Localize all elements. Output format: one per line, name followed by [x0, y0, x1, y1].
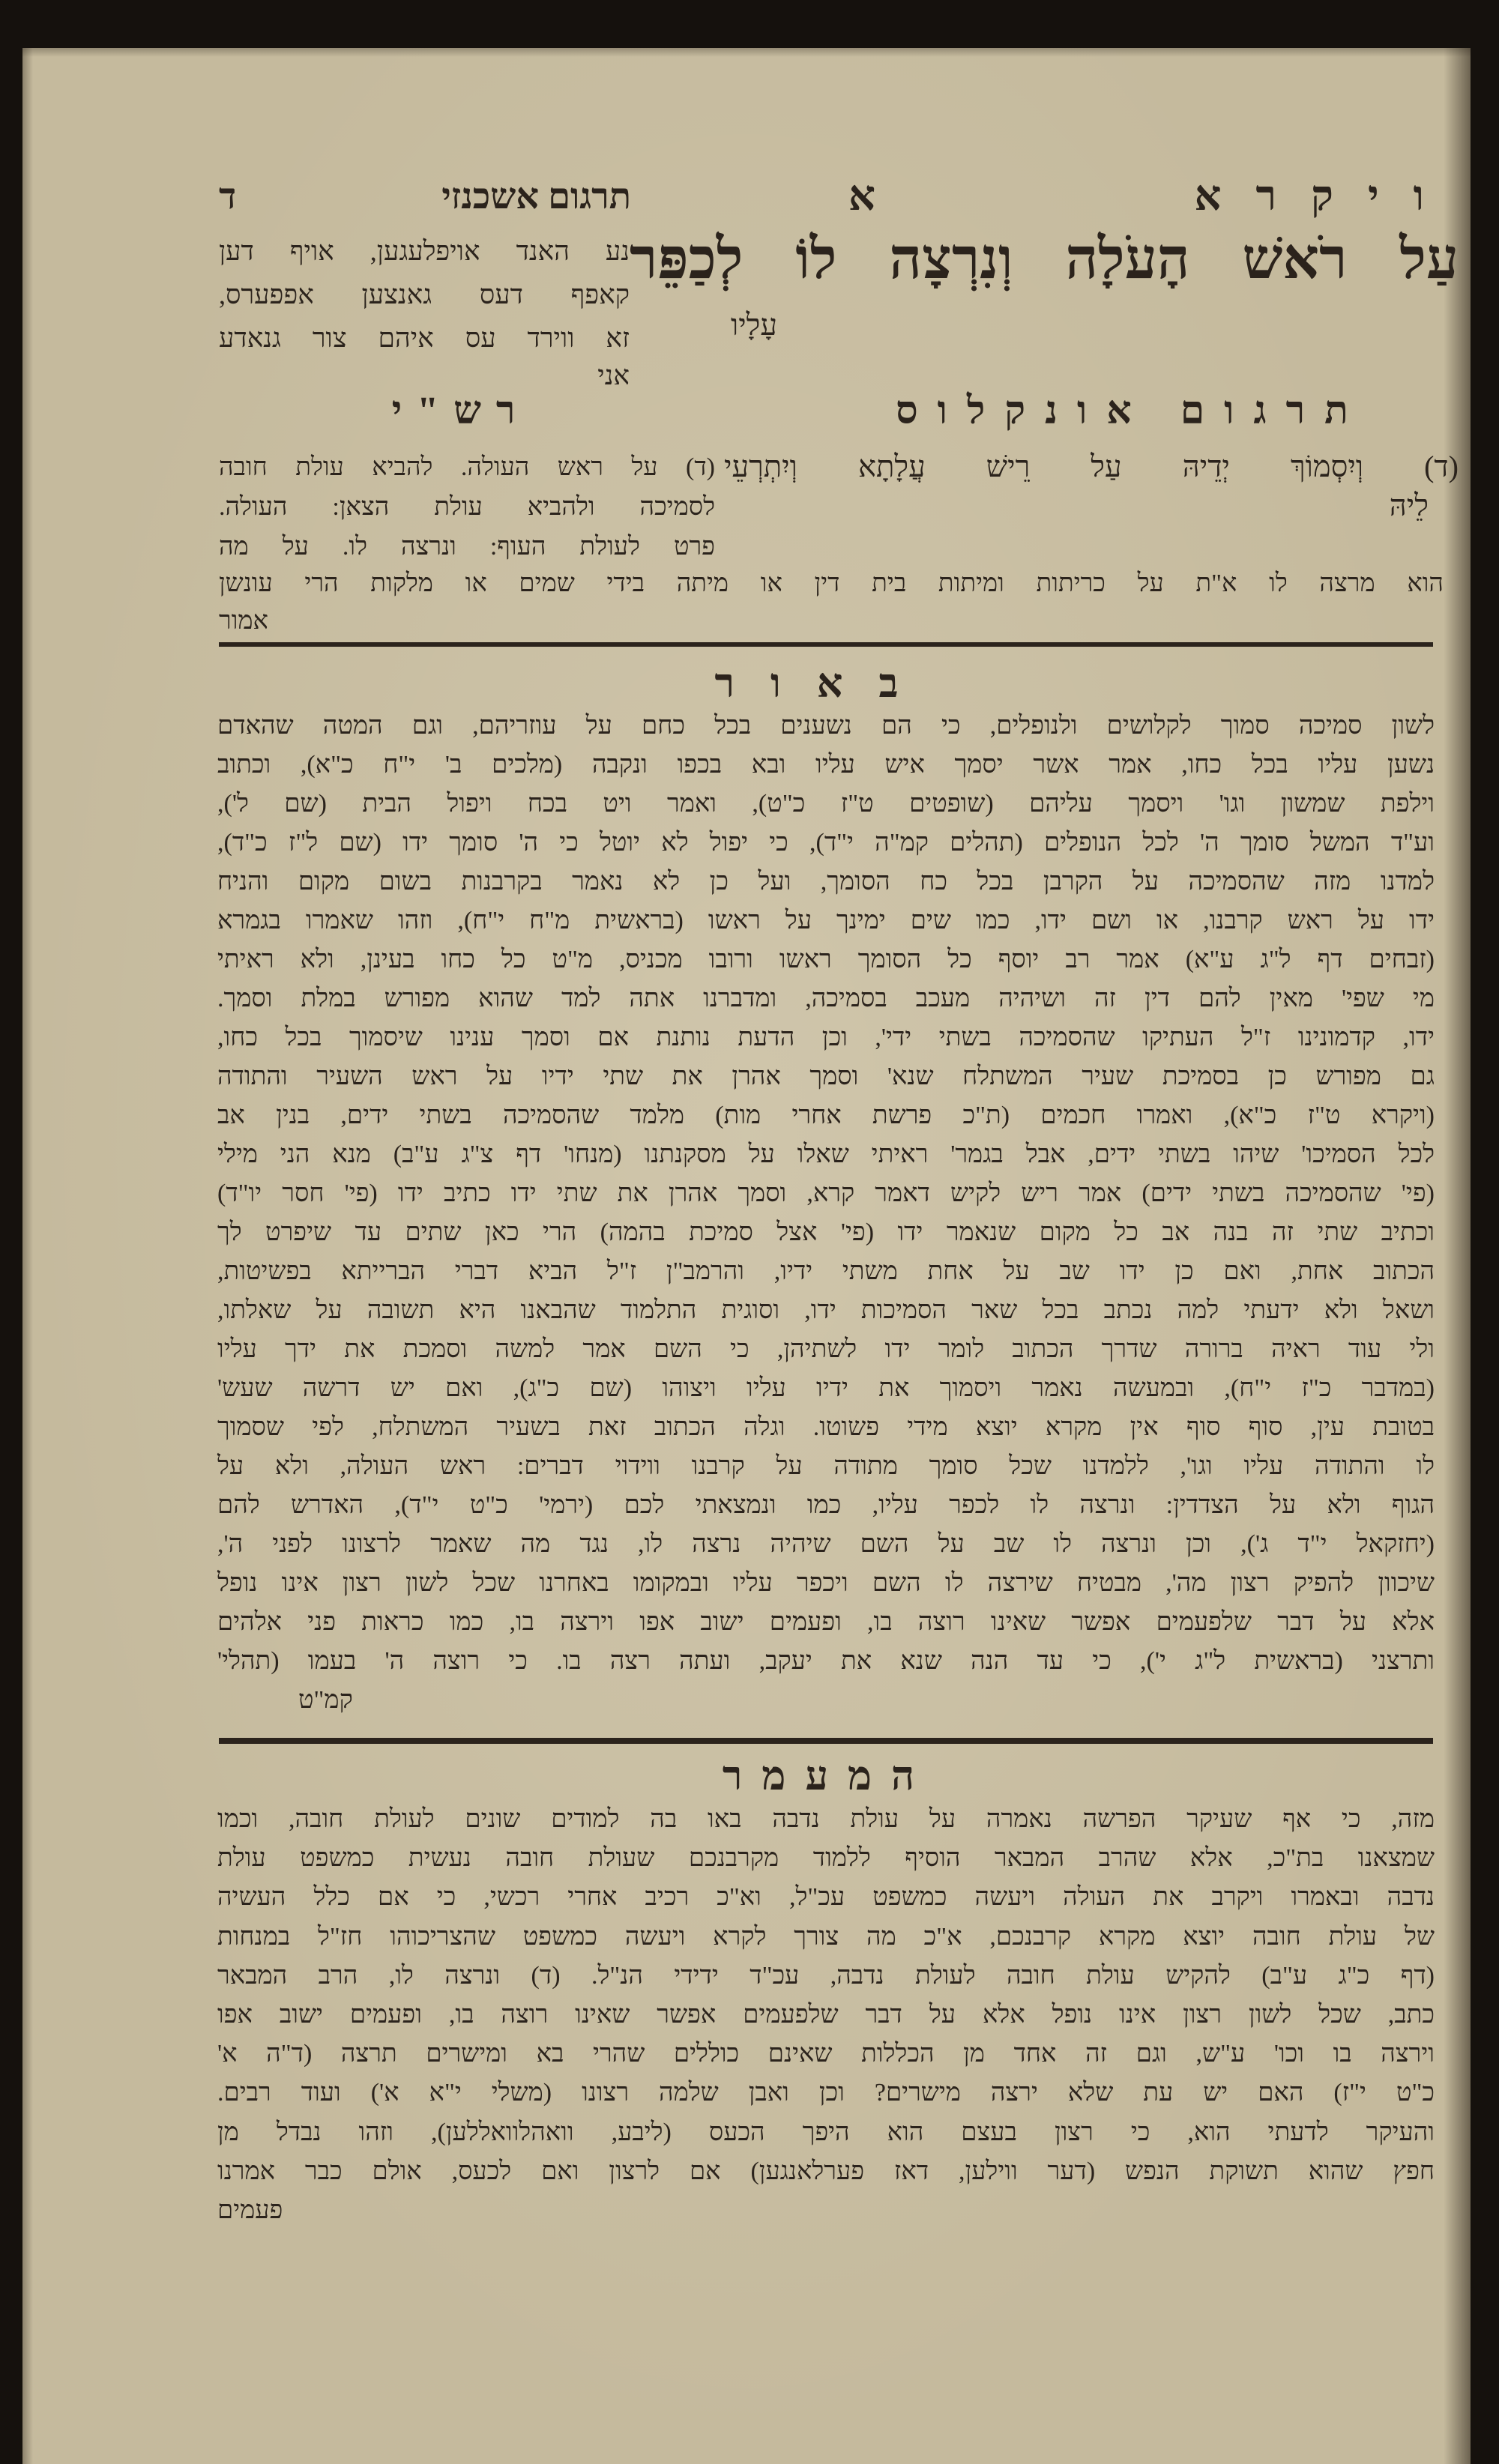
biur-line: וכתיב שתי זה בנה אב כל מקום שנאמר ידו (פי' אצל סמיכת בהמה) הרי כאן שתים עד שיפרט לך	[217, 1219, 1435, 1246]
commentary-line: והעיקר לדעתי הוא, כי רצון בעצם הוא היפך הכעס (ליבע, וואהלוואללען), וזהו נבדל מן	[217, 2118, 1435, 2146]
biur-line: (זבחים דף ל"ג ע"א) אמר רב יוסף כל הסומך ראשו ורובו מכניס, מ"ט כל כחו בעינן, ולא ראיתי	[217, 946, 1435, 973]
biur-line: ותרצני (בראשית ל"ג י'), כי עד הנה שנא את יעקב, ועתה רצה בו. כי רוצה ה' בעמו (תהלי'	[217, 1647, 1435, 1675]
biur-line: ולי עוד ראיה ברורה שדרך הכתוב לומר ידו לשתיהן, כי השם אמר למשה וסמכת את ידך עליו	[217, 1335, 1435, 1363]
verse-continuation: עָלָיו	[730, 308, 778, 342]
chapter-number: א	[848, 173, 875, 220]
rashi-line: פרט לעולת העוף: ונרצה לו. על מה	[219, 533, 715, 561]
onkelos-line: (ד) וְיִסְמוֹךְ יְדֵיהּ עַל רֵישׁ עֲלָתָא וְיִתְרְעֵי	[724, 450, 1459, 483]
commentary-line: של עולת חובה יוצא מקרא קרבנכם, א"כ מה צורך לקרא ויעשה כמשפט שהצריכוהו חז"ל במנחות	[217, 1922, 1435, 1951]
rashi-title: רש"י	[391, 390, 531, 432]
translation-header	[219, 174, 631, 220]
commentary-line: כ"ט י"ז) האם יש עת שלא ירצה מישרים? וכן ואבן שלמה רצונו (משלי י"א א') ועוד רבים.	[217, 2079, 1435, 2107]
biur-line: ושאל ולא ידעתי למה נכתב בכל שאר הסמיכות ידו, וסוגית התלמוד שהבאנו היא תשובה על שאלתו,	[217, 1296, 1435, 1324]
biur-line: (במדבר כ"ז י"ח), ובמעשה נאמר ויסמוך את ידיו עליו ויצוהו (שם כ"ג), ואם יש דרשה שעש'	[217, 1374, 1435, 1402]
translation-catchword: אני	[597, 360, 630, 390]
biur-text	[217, 707, 1435, 1720]
biur-line: (ויקרא ט"ז כ"א), ואמרו חכמים (ת"כ פרשת אחרי מות) מלמד שהסמיכה בשתי ידים, בנין אב	[217, 1102, 1435, 1129]
rashi-continuation	[219, 565, 1444, 640]
biur-line: למדנו מזה שהסמיכה על הקרבן בכל כח הסומך, ועל כן לא נאמר בקרבנות בשום מקום והניח	[217, 868, 1435, 896]
translation-column	[219, 229, 630, 391]
commentary-line: מזה, כי אף שעיקר הפרשה נאמרה על עולת נדבה באו בה למודים שונים לעולת חובה, וכמו	[217, 1805, 1435, 1833]
biur-line: לכל הסמיכו' שיהו בשתי ידים, אבל בגמר' ראיתי שאלו על מסקנתנו (מנחו' דף צ"ג ע"ב) מנא הני מילי	[217, 1141, 1435, 1168]
biur-line: (יחזקאל י"ד ג'), וכן ונרצה לו שב על השם שיהיה נרצה לו, נגד מה שאמר לרצונו לפני ה',	[217, 1530, 1435, 1558]
biur-line: הגוף ולא על הצדדין: ונרצה לו לכפר עליו, כמו ונמצאתי לכם (ירמי' כ"ט י"ד), האדרש להם	[217, 1491, 1435, 1519]
commentary-line: (דף כ"ג ע"ב) להקיש עולת חובה לעולת נדבה, עכ"ד ידידי הנ"ל. (ד) ונרצה לו, הרב המבאר	[217, 1961, 1435, 1990]
biur-line: לו והתודה עליו וגו', ללמדנו שכל סומך מתודה על קרבנו ווידוי דברים: ראש העולה, ולא על	[217, 1452, 1435, 1480]
onkelos-line: לֵיהּ	[1389, 489, 1429, 522]
rashi-line: (ד) על ראש העולה. להביא עולת חובה	[219, 453, 715, 481]
translation-line: קאפף דעס גאנצען אפפערס,	[219, 280, 630, 309]
commentary-line: נדבה ובאמרו ויקרב את העולה ויעשה כמשפט עכ"ל, וא"כ רכיב אחרי רכשי, כי אם כלל העשיה	[217, 1883, 1435, 1912]
commentary-line: שמצאנו בת"כ, אלא שהרב המבאר הוסיף ללמוד מקרבנכם שעולת חובה נעשית כמשפט עולת	[217, 1844, 1435, 1873]
section-divider	[219, 1738, 1433, 1744]
biur-line: וע"ד המשל סומך ה' לכל הנופלים (תהלים קמ"ה י"ד), כי יפול לא יוטל כי ה' סומך ידו (שם ל"ז כ"ד),	[217, 829, 1435, 857]
biur-line: ידו על ראש קרבנו, או ושם ידו, כמו שים ימינך על ראשו (בראשית מ"ח י"ח), וזהו שאמרו בגמרא	[217, 907, 1435, 934]
biur-line: וילפת שמשון וגו' ויסמך עליהם (שופטים ט"ז כ"ט), ואמר ויט בכח ויפול הבית (שם ל'),	[217, 790, 1435, 818]
book-header	[848, 172, 1459, 221]
biur-line: קמ"ט	[298, 1686, 353, 1714]
rashi-line: לסמיכה ולהביא עולת הצאן: העולה.	[219, 493, 715, 521]
biur-line: מי שפי' מאין להם דין זה ושיהיה מעכב בסמיכה, ומדברנו אתה למד שהוא מפורש במלת וסמך.	[217, 985, 1435, 1012]
commentary-line: פעמים	[217, 2196, 283, 2224]
commentary-text	[217, 1800, 1435, 2230]
biur-line: בטובת עין, סוף סוף אין מקרא יוצא מידי פשוטו. וגלה הכתוב זאת בשעיר המשתלח, לפי שסמוך	[217, 1413, 1435, 1441]
translation-title: תרגום אשכנזי	[441, 177, 631, 217]
commentary-title: המעמר	[722, 1754, 935, 1799]
rashi-line: אמור	[219, 607, 268, 635]
commentary-line: חפץ שהוא תשוקת הנפש (דער ווילען, דאז פערלאנגען) אם לרצון ואם לכעס, אולם כבר אמרנו	[217, 2157, 1435, 2185]
section-divider	[219, 642, 1433, 647]
translation-line: זא ווירד עס איהם צור גנאדע	[219, 323, 630, 353]
onkelos-text	[724, 447, 1459, 525]
commentary-line: כתב, שכל לשון רצון אינו נופל אלא על דבר שלפעמים אפשר שאינו רוצה בו, ופעמים ישוב אפו	[217, 2000, 1435, 2029]
biur-line: שיכוון להפיק רצון מה', מבטיח שירצה לו השם ויכפר עליו ובמקומו באחרנו שכל לשון רצון אינו נופל	[217, 1569, 1435, 1597]
onkelos-title: תרגום אונקלוס	[896, 390, 1368, 432]
rashi-line: הוא מרצה לו א"ת על כריתות ומיתות בית דין או מיתה בידי שמים או מלקות הרי עונשן	[219, 570, 1444, 597]
biur-line: נשען עליו בכל כחו, אמר אשר יסמך איש עליו ובא בכפו ונקבה (מלכים ב' י"ח כ"א), וכתוב	[217, 751, 1435, 779]
biur-line: לשון סמיכה סמוך לקלושים ולנופלים, כי הם נשענים בכל כחם על עוזריהם, וגם המטה שהאדם	[217, 712, 1435, 740]
biur-line: ידו, קדמונינו ז"ל העתיקו שהסמיכה בשתי ידי', וכן הדעת נותנת אם וסמך ענינו שיסמוך בכל כחו,	[217, 1024, 1435, 1051]
biur-title: באור	[714, 661, 935, 706]
biur-line: הכתוב אחת, ואם כן ידו שב על אחת משתי ידיו, והרמב"ן ז"ל הביא דברי הברייתא בפשיטות,	[217, 1257, 1435, 1285]
commentary-line: וירצה בו וכו' ע"ש, וגם זה אחד מן הכללות שאינם כוללים שהרי בא ומישרים תרצה (ד"ה א'	[217, 2040, 1435, 2068]
biur-line: (פי' שהסמיכה בשתי ידים) אמר ריש לקיש דאמר קרא, וסמך אהרן את שתי ידו כתיב ידו (פי' חסר יו"ד)	[217, 1180, 1435, 1207]
page-letter: ד	[219, 177, 237, 217]
book-title: ויקרא	[1194, 173, 1459, 220]
verse-text: עַל רֹאשׁ הָעֹלָה וְנִרְצָה לוֹ לְכַפֵּר	[630, 228, 1459, 291]
biur-line: אלא על דבר שלפעמים אפשר שאינו רוצה בו, ופעמים ישוב אפו וירצה בו, כמו כראות פני אלהים	[217, 1608, 1435, 1636]
biur-line: גם מפורש כן בסמיכת שעיר המשתלח שנא' וסמך אהרן את שתי ידיו על ראש השעיר והתודה	[217, 1063, 1435, 1090]
rashi-column	[219, 447, 715, 567]
translation-line: נע האנד אויפלעגען, אויף דען	[219, 236, 630, 266]
